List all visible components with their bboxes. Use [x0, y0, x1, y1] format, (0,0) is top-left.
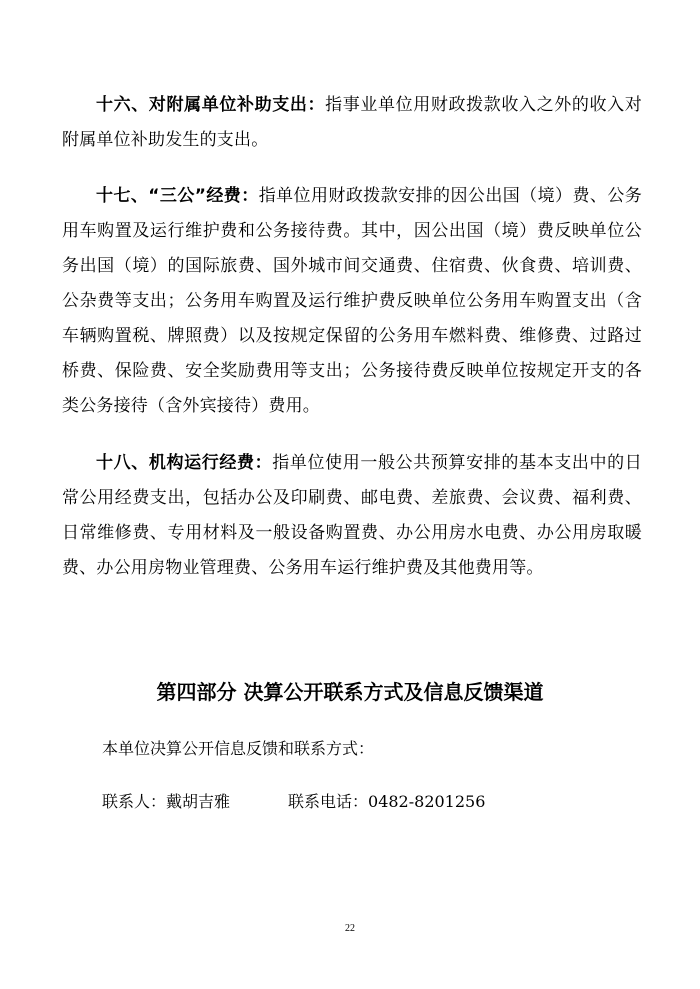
item-18-label: 十八、机构运行经费： — [96, 453, 273, 473]
item-16-text: 指事业单位用财政拨款收入之外的收入对附属单位补助发生的支出。 — [62, 95, 642, 150]
item-17-text: 指单位用财政拨款安排的因公出国（境）费、公务用车购置及运行维护费和公务接待费。其中，因公出国（境）费反映单位公务出国（境）的国际旅费、国外城市间交通费、住宿费、伙食费、培训费、公杂费等支出；公务用车购置及运行维护费反映单位公务用车购置支出（含车辆购置税、牌照费）以及按规定保留的公务用车燃料费、维修费、过路过桥费、保险费、安全奖励费用等支出；公务接待费反映单位按规定开支的各类公务接待（含外宾接待）费用。 — [62, 186, 642, 416]
contact-phone: 联系电话：0482-8201256 — [288, 792, 486, 811]
section-4-title: 第四部分 决算公开联系方式及信息反馈渠道 — [156, 680, 544, 704]
feedback-intro: 本单位决算公开信息反馈和联系方式： — [102, 739, 375, 758]
paragraph-item-17 — [62, 179, 642, 424]
page-number: 22 — [345, 923, 355, 934]
contact-person: 联系人：戴胡吉雅 — [102, 792, 231, 811]
item-17-label: 十七、“三公”经费： — [96, 186, 259, 206]
item-18-text: 指单位使用一般公共预算安排的基本支出中的日常公用经费支出，包括办公及印刷费、邮电费、差旅费、会议费、福利费、日常维修费、专用材料及一般设备购置费、办公用房水电费、办公用房取暖费、办公用房物业管理费、公务用车运行维护费及其他费用等。 — [62, 453, 642, 578]
contact-line — [102, 788, 485, 816]
item-16-label: 十六、对附属单位补助支出： — [96, 95, 326, 115]
paragraph-item-18 — [62, 446, 642, 586]
paragraph-item-16 — [62, 88, 642, 158]
